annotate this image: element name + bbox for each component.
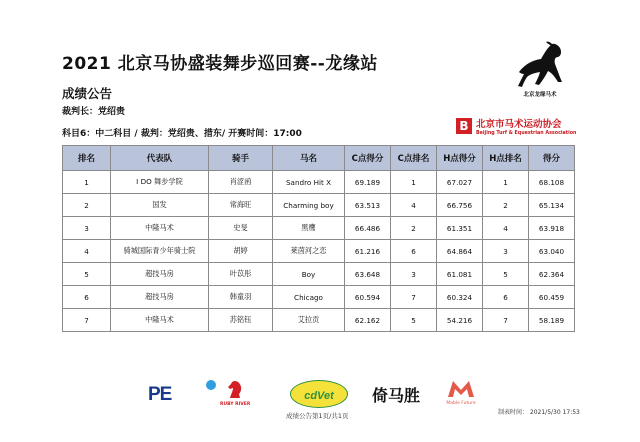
- association-logo: [456, 116, 576, 136]
- cell-c-score: 63.648: [345, 263, 391, 286]
- cell-h-rank: 4: [483, 217, 529, 240]
- table-row: [63, 263, 575, 286]
- cell-c-score: 66.486: [345, 217, 391, 240]
- cell-rank: 6: [63, 286, 111, 309]
- cell-c-score: 69.189: [345, 171, 391, 194]
- cell-horse: 莱茵河之恋: [273, 240, 345, 263]
- cell-rank: 1: [63, 171, 111, 194]
- cell-total: 60.459: [529, 286, 575, 309]
- cell-rank: 2: [63, 194, 111, 217]
- cell-total: 65.134: [529, 194, 575, 217]
- cell-h-rank: 3: [483, 240, 529, 263]
- chief-judge: 裁判长：党绍贵: [62, 107, 126, 117]
- cell-rank: 4: [63, 240, 111, 263]
- cell-total: 58.189: [529, 309, 575, 332]
- cell-team: 中隆马术: [111, 217, 209, 240]
- sponsor-strip: [140, 378, 500, 410]
- association-mark: B: [456, 118, 472, 134]
- page-counter: 成绩公告第1页/共1页: [286, 412, 349, 420]
- cell-c-rank: 7: [391, 286, 437, 309]
- cell-c-score: 61.216: [345, 240, 391, 263]
- cell-h-rank: 2: [483, 194, 529, 217]
- cell-c-score: 63.513: [345, 194, 391, 217]
- col-total-header: 得分: [529, 146, 575, 171]
- cell-c-score: 60.594: [345, 286, 391, 309]
- col-c-score-header: C点得分: [345, 146, 391, 171]
- cell-h-score: 54.216: [437, 309, 483, 332]
- col-h-rank-header: H点排名: [483, 146, 529, 171]
- cell-rider: 胡婷: [209, 240, 273, 263]
- sponsor-cdvet-logo: cdVet: [290, 380, 348, 408]
- section-title: 成绩公告: [62, 86, 113, 101]
- cell-rank: 5: [63, 263, 111, 286]
- cell-horse: Sandro Hit X: [273, 171, 345, 194]
- table-row: [63, 286, 575, 309]
- cell-horse: Chicago: [273, 286, 345, 309]
- cell-h-score: 61.081: [437, 263, 483, 286]
- table-row: [63, 194, 575, 217]
- table-header-row: [63, 146, 575, 171]
- cell-h-rank: 5: [483, 263, 529, 286]
- cell-h-score: 64.864: [437, 240, 483, 263]
- cell-horse: 艾拉贡: [273, 309, 345, 332]
- association-name-en: Beijing Turf & Equestrian Association: [476, 131, 577, 136]
- col-horse-header: 马名: [273, 146, 345, 171]
- cell-h-rank: 6: [483, 286, 529, 309]
- table-row: [63, 171, 575, 194]
- mable-m-icon: [446, 378, 476, 398]
- page-title: 2021 北京马协盛装舞步巡回赛--龙缘站: [62, 54, 378, 74]
- cell-team: I DO 舞步学院: [111, 171, 209, 194]
- print-timestamp: 制表时间： 2021/5/30 17:53: [498, 409, 580, 416]
- cell-rider: 肖涩函: [209, 171, 273, 194]
- table-row: [63, 240, 575, 263]
- cell-rider: 常海旺: [209, 194, 273, 217]
- cell-horse: 黑鹰: [273, 217, 345, 240]
- horse-silhouette-icon: [513, 40, 567, 92]
- cell-h-score: 60.324: [437, 286, 483, 309]
- club-logo: [506, 40, 574, 98]
- cell-h-score: 67.027: [437, 171, 483, 194]
- cell-rank: 3: [63, 217, 111, 240]
- table-row: [63, 217, 575, 240]
- subject-line: 科目6：中二科目 / 裁判：党绍贵、措东/ 开赛时间：17:00: [62, 129, 302, 139]
- table-row: [63, 309, 575, 332]
- cell-c-rank: 2: [391, 217, 437, 240]
- cell-c-rank: 3: [391, 263, 437, 286]
- col-rider-header: 骑手: [209, 146, 273, 171]
- cell-h-score: 61.351: [437, 217, 483, 240]
- cell-horse: Boy: [273, 263, 345, 286]
- cell-c-rank: 5: [391, 309, 437, 332]
- club-name: 北京龙缘马术: [523, 92, 557, 98]
- cell-rank: 7: [63, 309, 111, 332]
- sponsor-mable-logo: Mable Future: [446, 378, 476, 406]
- cell-h-rank: 1: [483, 171, 529, 194]
- cell-rider: 叶苡彤: [209, 263, 273, 286]
- cell-rider: 韩童羽: [209, 286, 273, 309]
- cell-total: 63.040: [529, 240, 575, 263]
- sponsor-ruby-river-logo: RUBY RIVER: [220, 378, 250, 407]
- cell-team: 中隆马术: [111, 309, 209, 332]
- col-h-score-header: H点得分: [437, 146, 483, 171]
- col-c-rank-header: C点排名: [391, 146, 437, 171]
- cell-horse: Charming boy: [273, 194, 345, 217]
- cell-total: 68.108: [529, 171, 575, 194]
- cell-team: 国发: [111, 194, 209, 217]
- cell-total: 63.918: [529, 217, 575, 240]
- cell-team: 骑城国际青少年骑士院: [111, 240, 209, 263]
- results-table: [62, 145, 575, 332]
- sponsor-pe-logo: PE: [148, 384, 172, 405]
- sponsor-yima-logo: 倚马胜: [372, 386, 421, 405]
- cell-h-rank: 7: [483, 309, 529, 332]
- knight-icon: [224, 378, 246, 400]
- cell-h-score: 66.756: [437, 194, 483, 217]
- cell-team: 超技马房: [111, 263, 209, 286]
- cell-c-rank: 1: [391, 171, 437, 194]
- cell-team: 超技马房: [111, 286, 209, 309]
- col-rank-header: 排名: [63, 146, 111, 171]
- cell-c-rank: 4: [391, 194, 437, 217]
- cell-rider: 苏铭钰: [209, 309, 273, 332]
- cell-total: 62.364: [529, 263, 575, 286]
- cell-c-rank: 6: [391, 240, 437, 263]
- col-team-header: 代表队: [111, 146, 209, 171]
- association-name-cn: 北京市马术运动协会: [476, 119, 562, 130]
- sponsor-dot-icon: [206, 380, 216, 390]
- cell-c-score: 62.162: [345, 309, 391, 332]
- cell-rider: 史旻: [209, 217, 273, 240]
